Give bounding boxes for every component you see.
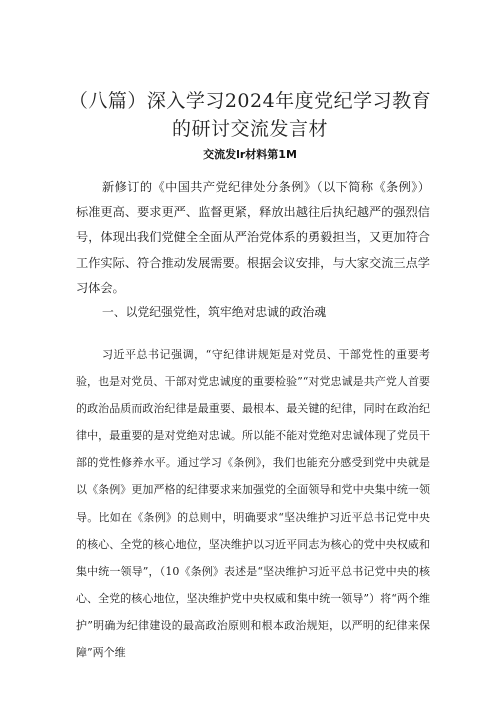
intro-paragraph: 新修订的《中国共产党纪律处分条例》（以下简称《条例》）标准更高、要求更严、监督更紧，释放出越往后执纪越严的强烈信号，体现出我们党健全全面从严治党体系的勇毅担当，又更加符合工作实际、符合推动发展需要。根据会议安排，与大家交流三点学习体会。: [76, 180, 430, 295]
document-title-line-1: （八篇）深入学习2024年度党纪学习教育: [68, 90, 432, 112]
body-paragraph-1: 习近平总书记强调，“守纪律讲规矩是对党员、干部党性的重要考验，也是对党员、干部对党忠诚度的重要检验”“对党忠诚是共产党人首要的政治品质而政治纪律是最重要、最根本、最关键的纪律，同时在政治纪律中，最重要的是对党绝对忠诚。所以能不能对党绝对忠诚体现了党员干部的党性修养水平。通过学习《条例》，我们也能充分感受到党中央就是以《条例》更加严格的纪律要求来加强党的全面领导和党中央集中统一领导。比如在《条例》的总则中，明确要求“坚决维护习近平总书记党中央的核心、全党的核心地位，坚决维护以习近平同志为核心的党中央权威和集中统一领导”，（10《条例》表述是“坚决维护习近平总书记党中央的核心、全党的核心地位，坚决维护党中央权威和集中统一领导”）将“两个维护”明确为纪律建设的最高政治原则和根本政治规矩，以严明的纪律来保障”两个维: [76, 348, 430, 660]
document-title-line-2: 的研讨交流发言材: [171, 118, 328, 140]
section-heading-1: 一、以党纪强党性，筑牢绝对忠诚的政治魂: [102, 305, 327, 319]
document-subtitle: 交流发lr材料第1M: [203, 148, 297, 161]
